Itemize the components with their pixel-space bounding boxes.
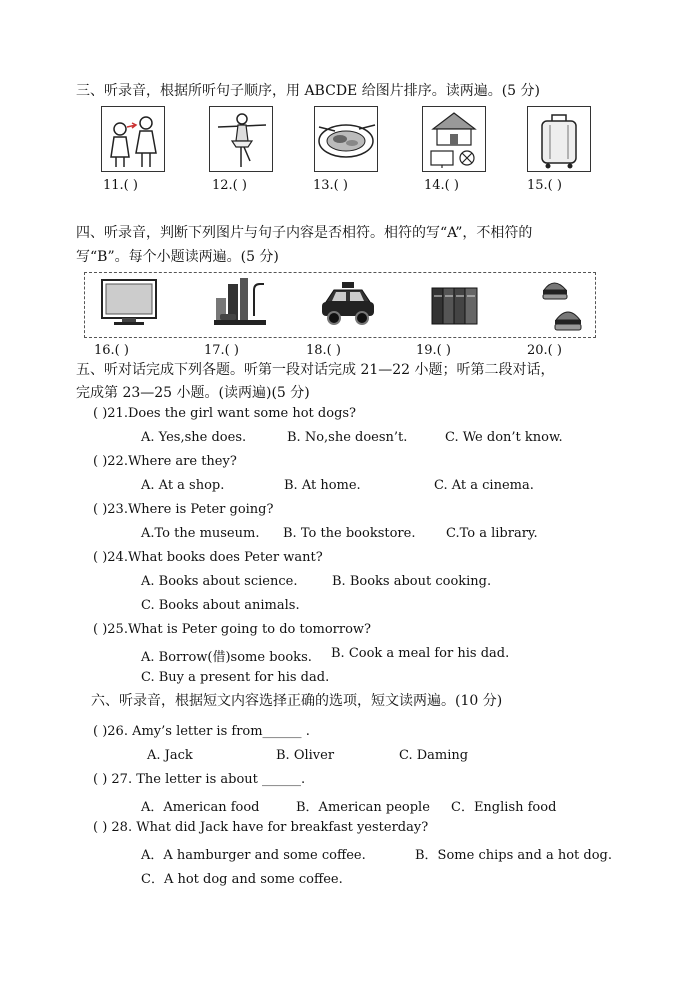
- answer-20: 20.( ): [527, 343, 562, 358]
- q27-option-b: B．American people: [296, 800, 430, 815]
- q28-option-c: C．A hot dog and some coffee.: [141, 872, 343, 887]
- question-25: ( )25.What is Peter going to do tomorrow?: [93, 622, 372, 637]
- q21-option-a: A. Yes,she does.: [141, 430, 247, 445]
- question-27: ( ) 27. The letter is about ______.: [93, 772, 306, 787]
- q26-option-a: A. Jack: [147, 748, 193, 763]
- plate-of-food-icon: [314, 106, 378, 172]
- q22-option-a: A. At a shop.: [141, 478, 225, 493]
- q23-option-b: B. To the bookstore.: [283, 526, 416, 541]
- answer-11: 11.( ): [103, 178, 138, 193]
- section5-title-line2: 完成第 23—25 小题。(读两遍)(5 分): [76, 385, 310, 401]
- answer-15: 15.( ): [527, 178, 562, 193]
- section6-title: 六、听录音，根据短文内容选择正确的选项，短文读两遍。(10 分): [91, 693, 503, 709]
- q28-option-a: A．A hamburger and some coffee.: [141, 848, 366, 863]
- question-23: ( )23.Where is Peter going?: [93, 502, 274, 517]
- taxi-icon: [320, 280, 376, 326]
- section4-title-line1: 四、听录音，判断下列图片与句子内容是否相符。相符的写“A”，不相符的: [76, 225, 533, 241]
- q28-option-b: B．Some chips and a hot dog.: [415, 848, 612, 863]
- answer-17: 17.( ): [204, 343, 239, 358]
- q23-option-a: A.To the museum.: [141, 526, 260, 541]
- answer-13: 13.( ): [313, 178, 348, 193]
- city-buildings-icon: [210, 276, 270, 328]
- books-icon: [430, 284, 480, 328]
- q26-option-b: B. Oliver: [276, 748, 335, 763]
- q21-option-b: B. No,she doesn’t.: [287, 430, 408, 445]
- answer-18: 18.( ): [306, 343, 341, 358]
- q24-option-a: A. Books about science.: [141, 574, 298, 589]
- section5-title-line1: 五、听对话完成下列各题。听第一段对话完成 21—22 小题；听第二段对话，: [76, 362, 555, 378]
- tv-monitor-icon: [100, 278, 158, 328]
- answer-14: 14.( ): [424, 178, 459, 193]
- q25-option-b: B. Cook a meal for his dad.: [331, 646, 510, 661]
- answer-19: 19.( ): [416, 343, 451, 358]
- q23-option-c: C.To a library.: [446, 526, 538, 541]
- q27-option-a: A．American food: [141, 800, 260, 815]
- question-26: ( )26. Amy’s letter is from______ .: [93, 724, 310, 739]
- answer-12: 12.( ): [212, 178, 247, 193]
- answer-16: 16.( ): [94, 343, 129, 358]
- house-and-tv-icon: [422, 106, 486, 172]
- q27-option-c: C．English food: [451, 800, 557, 815]
- q22-option-b: B. At home.: [284, 478, 361, 493]
- section3-title: 三、听录音，根据所听句子顺序，用 ABCDE 给图片排序。读两遍。(5 分): [76, 83, 540, 99]
- q22-option-c: C. At a cinema.: [434, 478, 534, 493]
- question-28: ( ) 28. What did Jack have for breakfast yesterday?: [93, 820, 429, 835]
- section4-title-line2: 写“B”。每个小题读两遍。(5 分): [76, 249, 279, 265]
- q25-option-a: A. Borrow(借)some books.: [141, 650, 312, 665]
- suitcase-icon: [527, 106, 591, 172]
- q24-option-c: C. Books about animals.: [141, 598, 300, 613]
- q21-option-c: C. We don’t know.: [445, 430, 563, 445]
- q25-option-c: C. Buy a present for his dad.: [141, 670, 330, 685]
- question-22: ( )22.Where are they?: [93, 454, 237, 469]
- ballet-dancer-icon: [209, 106, 273, 172]
- question-24: ( )24.What books does Peter want?: [93, 550, 323, 565]
- q24-option-b: B. Books about cooking.: [332, 574, 492, 589]
- two-girls-meeting-icon: [101, 106, 165, 172]
- question-21: ( )21.Does the girl want some hot dogs?: [93, 406, 357, 421]
- hamburgers-icon: [538, 276, 586, 338]
- q26-option-c: C. Daming: [399, 748, 469, 763]
